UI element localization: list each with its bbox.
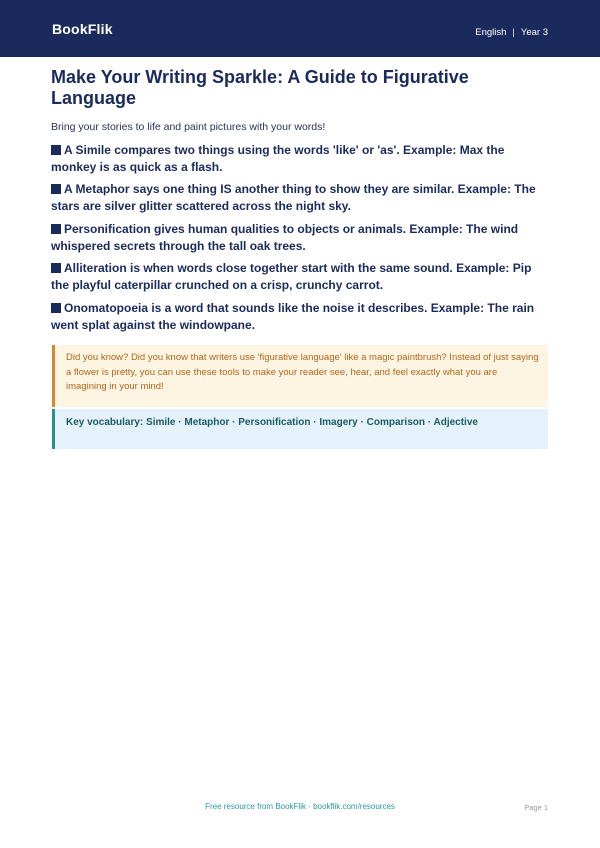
square-bullet-icon [51, 184, 61, 194]
meta-separator: | [512, 27, 515, 38]
square-bullet-icon [51, 303, 61, 313]
list-item-text: Personification gives human qualities to objects or animals. Example: The wind whispered secrets through the tall oak trees. [51, 221, 519, 253]
figurative-language-list [51, 142, 551, 339]
list-item [51, 181, 551, 215]
square-bullet-icon [51, 224, 61, 234]
square-bullet-icon [51, 145, 61, 155]
subject-grade [475, 28, 548, 38]
list-item [51, 142, 551, 176]
list-item-text: Onomatopoeia is a word that sounds like the noise it describes. Example: The rain went splat against the windowpane. [51, 300, 535, 332]
page-number: Page 1 [524, 803, 548, 812]
page-title: Make Your Writing Sparkle: A Guide to Figurative Language [51, 67, 469, 108]
list-item-text: Alliteration is when words close together start with the same sound. Example: Pip the playful caterpillar crunched on a crisp, crunchy carrot. [51, 261, 532, 293]
subject-label: English [475, 27, 507, 38]
square-bullet-icon [51, 263, 61, 273]
page-subtitle: Bring your stories to life and paint pictures with your words! [51, 121, 326, 133]
list-item [51, 221, 551, 255]
list-item [51, 300, 551, 334]
grade-label: Year 3 [520, 27, 548, 38]
footer-resource-link[interactable]: Free resource from BookFlik · bookflik.com/resources [205, 802, 395, 811]
top-bar [0, 0, 600, 57]
key-vocabulary-box: Key vocabulary: Simile · Metaphor · Personification · Imagery · Comparison · Adjective [52, 409, 548, 449]
brand-logo[interactable]: BookFlik [52, 21, 113, 37]
list-item [51, 260, 551, 294]
list-item-text: A Simile compares two things using the words 'like' or 'as'. Example: Max the monkey is as quick as a flash. [51, 143, 505, 174]
did-you-know-callout: Did you know? Did you know that writers use 'figurative language' like a magic paintbrush? Instead of just saying a flower is pretty, you can use these tools to make your reader see, hear, and feel exactly what you are imagining in your mind! [52, 345, 548, 407]
list-item-text: A Metaphor says one thing IS another thing to show they are similar. Example: The stars are silver glitter scattered across the night sky. [51, 182, 536, 214]
